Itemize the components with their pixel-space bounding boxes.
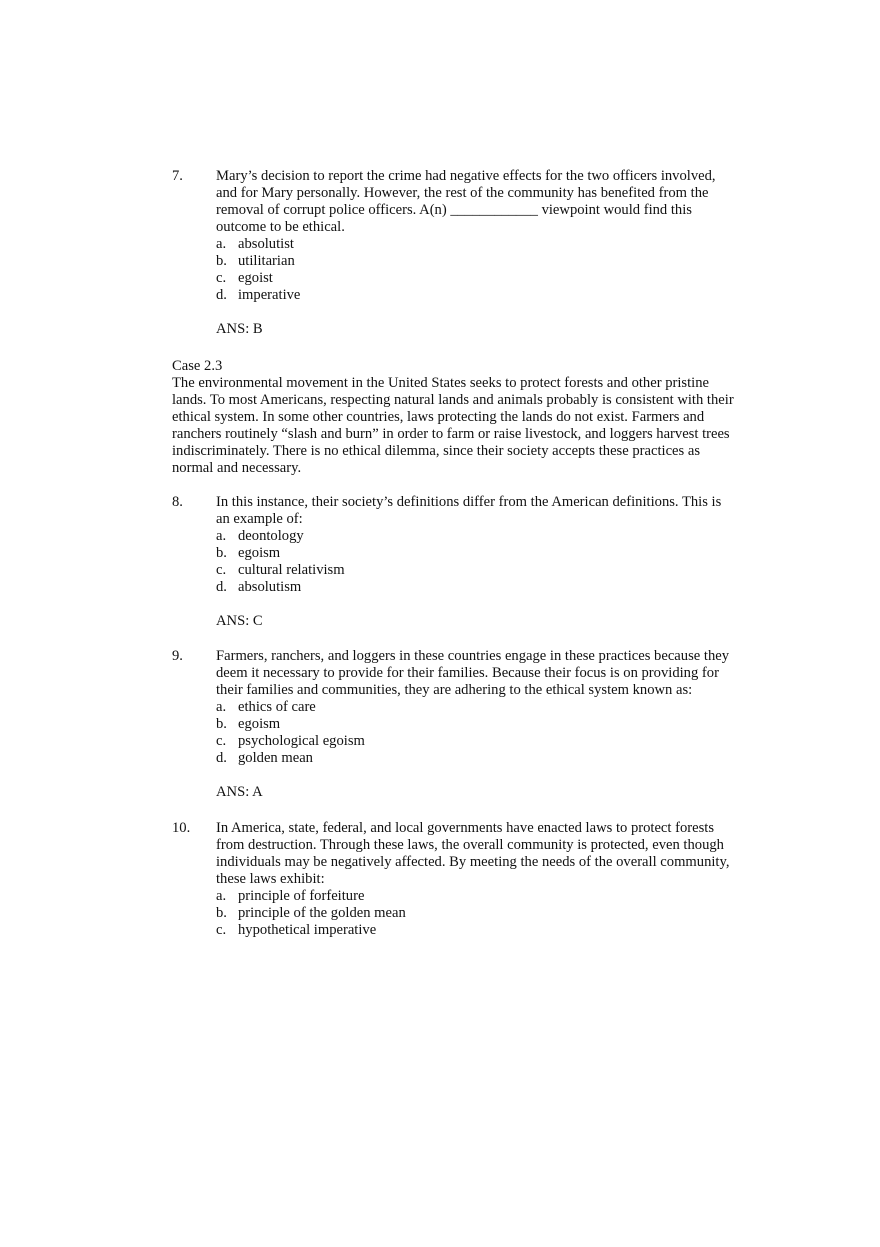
- option-a: [216, 236, 756, 253]
- option-b: [216, 545, 756, 562]
- case-title: Case 2.3: [172, 358, 223, 374]
- question-number: 8.: [172, 494, 183, 510]
- option-text: absolutist: [238, 236, 294, 252]
- question-body: [216, 168, 756, 338]
- option-text: golden mean: [238, 750, 313, 766]
- option-letter: a.: [216, 888, 227, 904]
- question-number: 7.: [172, 168, 183, 184]
- question-stem: Mary’s decision to report the crime had negative effects for the two officers involved, and for Mary personally. However, the rest of the community has benefited from the removal of corrupt police officers. A(n) ____________ viewpoint would find this outcome to be ethical.: [216, 168, 716, 235]
- option-text: principle of the golden mean: [238, 905, 406, 921]
- option-letter: b.: [216, 716, 227, 732]
- option-text: principle of forfeiture: [238, 888, 365, 904]
- option-letter: a.: [216, 699, 227, 715]
- option-letter: b.: [216, 905, 227, 921]
- option-letter: a.: [216, 236, 227, 252]
- option-c: [216, 270, 756, 287]
- option-c: [216, 922, 756, 939]
- question-stem: In this instance, their society’s definitions differ from the American definitions. This is an example of:: [216, 494, 722, 527]
- question-body: [216, 820, 756, 939]
- question-stem: In America, state, federal, and local governments have enacted laws to protect forests from destruction. Through these laws, the overall community is protected, even though individuals may be negatively affected. By meeting the needs of the overall community, these laws exhibit:: [216, 820, 730, 887]
- question-number: 10.: [172, 820, 191, 836]
- option-d: [216, 579, 756, 596]
- option-text: utilitarian: [238, 253, 295, 269]
- option-list: [216, 528, 756, 596]
- answer-key: ANS: C: [216, 613, 263, 629]
- option-letter: c.: [216, 562, 227, 578]
- option-c: [216, 733, 756, 750]
- option-text: egoism: [238, 545, 281, 561]
- option-b: [216, 253, 756, 270]
- question-body: [216, 494, 756, 630]
- option-a: [216, 888, 756, 905]
- option-letter: c.: [216, 270, 227, 286]
- option-d: [216, 287, 756, 304]
- answer-key: ANS: A: [216, 784, 263, 800]
- question-10: [172, 820, 762, 939]
- option-text: psychological egoism: [238, 733, 365, 749]
- option-text: deontology: [238, 528, 304, 544]
- question-body: [216, 648, 756, 801]
- option-letter: c.: [216, 922, 227, 938]
- case-block: [172, 358, 752, 477]
- question-9: [172, 648, 762, 801]
- question-7: [172, 168, 762, 338]
- answer-key: ANS: B: [216, 321, 263, 337]
- case-text: The environmental movement in the United States seeks to protect forests and other pristine lands. To most Americans, respecting natural lands and animals probably is consistent with their ethical system. In some other countries, laws protecting the lands do not exist. Farmers and ranchers routinely “slash and burn” in order to farm or raise livestock, and loggers harvest trees indiscriminately. There is no ethical dilemma, since their society accepts these practices as normal and necessary.: [172, 375, 734, 476]
- option-letter: a.: [216, 528, 227, 544]
- question-number: 9.: [172, 648, 183, 664]
- option-letter: d.: [216, 579, 227, 595]
- option-c: [216, 562, 756, 579]
- option-text: imperative: [238, 287, 301, 303]
- option-list: [216, 699, 756, 767]
- option-a: [216, 528, 756, 545]
- option-letter: d.: [216, 750, 227, 766]
- option-letter: b.: [216, 253, 227, 269]
- option-letter: d.: [216, 287, 227, 303]
- option-text: absolutism: [238, 579, 302, 595]
- option-list: [216, 236, 756, 304]
- option-text: egoist: [238, 270, 273, 286]
- option-text: cultural relativism: [238, 562, 345, 578]
- option-text: ethics of care: [238, 699, 316, 715]
- question-8: [172, 494, 762, 630]
- question-stem: Farmers, ranchers, and loggers in these countries engage in these practices because they deem it necessary to provide for their families. Because their focus is on providing for their families and communities, they are adhering to the ethical system known as:: [216, 648, 730, 698]
- option-text: egoism: [238, 716, 281, 732]
- option-text: hypothetical imperative: [238, 922, 377, 938]
- option-b: [216, 716, 756, 733]
- option-list: [216, 888, 756, 939]
- option-d: [216, 750, 756, 767]
- option-a: [216, 699, 756, 716]
- option-b: [216, 905, 756, 922]
- option-letter: b.: [216, 545, 227, 561]
- option-letter: c.: [216, 733, 227, 749]
